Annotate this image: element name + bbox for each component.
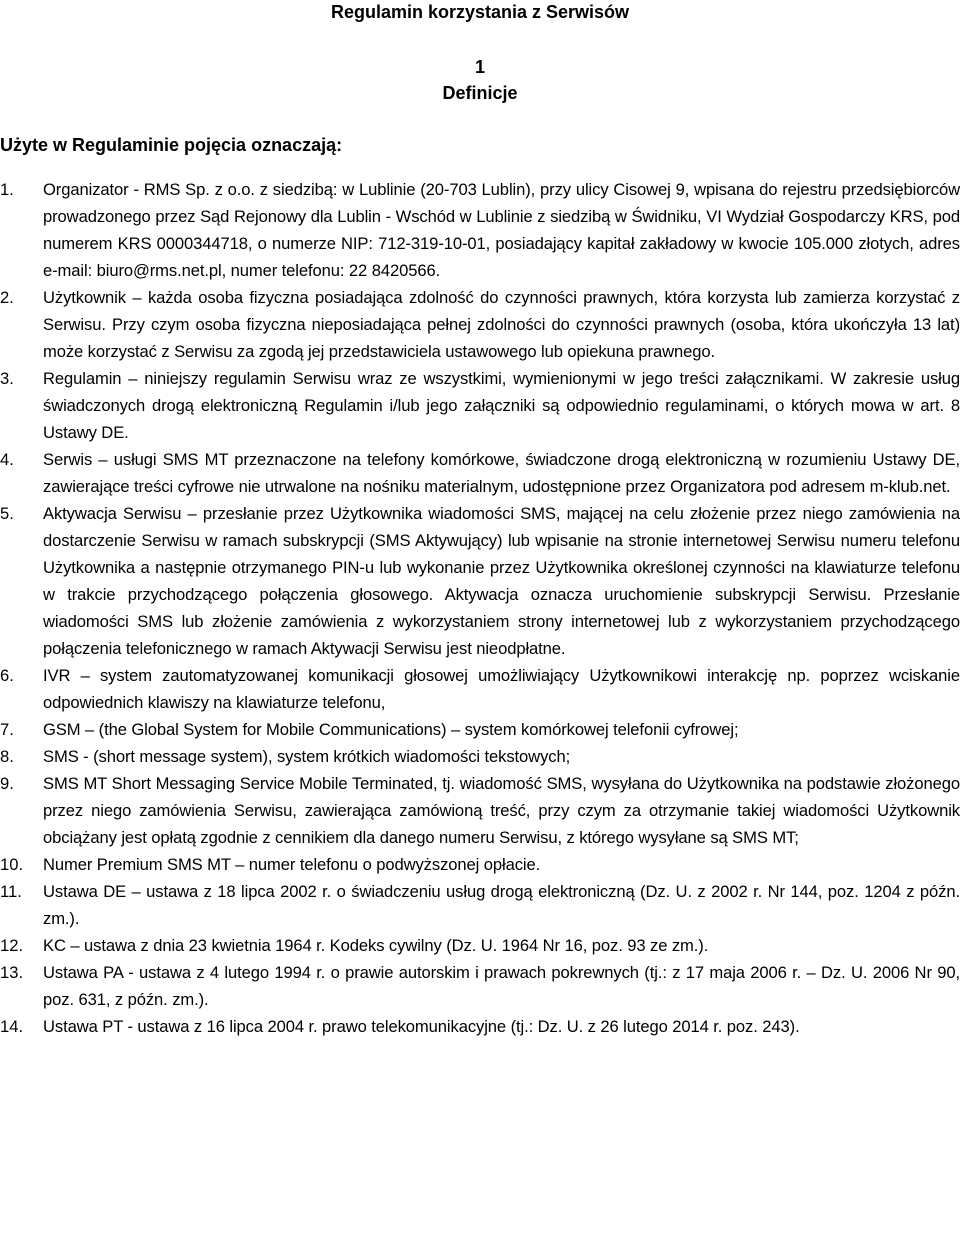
definition-item — [0, 878, 960, 932]
section-number: 1 — [474, 57, 485, 77]
definition-number: 3. — [0, 369, 14, 388]
definition-text: GSM – (the Global System for Mobile Communications) – system komórkowej telefonii cyfrowej; — [43, 720, 739, 739]
definition-item — [0, 284, 960, 365]
definition-number: 2. — [0, 288, 14, 307]
document-title: Regulamin korzystania z Serwisów — [330, 2, 630, 22]
definition-text: Ustawa PT - ustawa z 16 lipca 2004 r. prawo telekomunikacyjne (tj.: Dz. U. z 26 lutego 2014 r. poz. 243). — [43, 1017, 800, 1036]
definition-item — [0, 716, 960, 743]
definition-item — [0, 500, 960, 662]
definition-number: 6. — [0, 666, 14, 685]
definition-number: 10. — [0, 855, 24, 874]
definition-item — [0, 851, 960, 878]
definition-item — [0, 743, 960, 770]
definition-number: 11. — [0, 882, 22, 901]
definition-number: 7. — [0, 720, 14, 739]
definition-item — [0, 446, 960, 500]
definition-number: 1. — [0, 180, 14, 199]
definition-number: 14. — [0, 1017, 24, 1036]
definitions-list — [0, 176, 960, 1040]
definition-text: SMS MT Short Messaging Service Mobile Terminated, tj. wiadomość SMS, wysyłana do Użytkownika na podstawie złożonego przez niego zamówienia Serwisu, zawierająca zamówioną treść, przy czym za otrzymanie takiej wiadomości Użytkownik obciążany jest opłatą zgodnie z cennikiem dla danego numeru Serwisu, z którego wysyłane są SMS MT; — [43, 774, 960, 847]
definition-number: 13. — [0, 963, 24, 982]
definition-item — [0, 770, 960, 851]
definition-text: Ustawa DE – ustawa z 18 lipca 2002 r. o świadczeniu usług drogą elektroniczną (Dz. U. z 2002 r. Nr 144, poz. 1204 z późn. zm.). — [43, 882, 960, 928]
definition-item — [0, 662, 960, 716]
definition-text: KC – ustawa z dnia 23 kwietnia 1964 r. Kodeks cywilny (Dz. U. 1964 Nr 16, poz. 93 ze zm.). — [43, 936, 709, 955]
section-heading: Definicje — [442, 83, 518, 103]
definition-text: SMS - (short message system), system krótkich wiadomości tekstowych; — [43, 747, 571, 766]
definition-text: Ustawa PA - ustawa z 4 lutego 1994 r. o prawie autorskim i prawach pokrewnych (tj.: z 17 maja 2006 r. – Dz. U. 2006 Nr 90, poz. 631, z późn. zm.). — [43, 963, 960, 1009]
definition-item — [0, 932, 960, 959]
definition-number: 9. — [0, 774, 14, 793]
definition-text: Organizator - RMS Sp. z o.o. z siedzibą: w Lublinie (20-703 Lublin), przy ulicy Cisowej 9, wpisana do rejestru przedsiębiorców prowadzonego przez Sąd Rejonowy dla Lublin - Wschód w Lublinie z siedzibą w Świdniku, VI Wydział Gospodarczy KRS, pod numerem KRS 0000344718, o numerze NIP: 712-319-10-01, posiadający kapitał zakładowy w kwocie 105.000 złotych, adres e-mail: biuro@rms.net.pl, numer telefonu: 22 8420566. — [43, 180, 960, 280]
definition-text: Aktywacja Serwisu – przesłanie przez Użytkownika wiadomości SMS, mającej na celu złożenie przez niego zamówienia na dostarczenie Serwisu w ramach subskrypcji (SMS Aktywujący) lub wpisanie na stronie internetowej Serwisu numeru telefonu Użytkownika a następnie otrzymanego PIN-u lub wykonanie przez Użytkownika określonej czynności na klawiaturze telefonu w trakcie przychodzącego połączenia głosowego. Aktywacja oznacza uruchomienie subskrypcji Serwisu. Przesłanie wiadomości SMS lub złożenie zamówienia z wykorzystaniem strony internetowej lub z wykorzystaniem przychodzącego połączenia telefonicznego w ramach Aktywacji Serwisu jest nieodpłatne. — [43, 504, 960, 658]
definition-text: Regulamin – niniejszy regulamin Serwisu wraz ze wszystkimi, wymienionymi w jego treści załącznikami. W zakresie usług świadczonych drogą elektroniczną Regulamin i/lub jego załączniki są odpowiednio regulaminami, o których mowa w art. 8 Ustawy DE. — [43, 369, 960, 442]
definition-text: IVR – system zautomatyzowanej komunikacji głosowej umożliwiający Użytkownikowi interakcję np. poprzez wciskanie odpowiednich klawiszy na klawiaturze telefonu, — [43, 666, 960, 712]
definition-number: 8. — [0, 747, 14, 766]
definition-item — [0, 1013, 960, 1040]
definition-item — [0, 959, 960, 1013]
definition-number: 12. — [0, 936, 24, 955]
definition-number: 4. — [0, 450, 14, 469]
definition-item — [0, 176, 960, 284]
intro-text: Użyte w Regulaminie pojęcia oznaczają: — [0, 135, 343, 155]
definition-number: 5. — [0, 504, 14, 523]
definition-text: Numer Premium SMS MT – numer telefonu o podwyższonej opłacie. — [43, 855, 541, 874]
definition-item — [0, 365, 960, 446]
definition-text: Użytkownik – każda osoba fizyczna posiadająca zdolność do czynności prawnych, która korzysta lub zamierza korzystać z Serwisu. Przy czym osoba fizyczna nieposiadająca pełnej zdolności do czynności prawnych (osoba, która ukończyła 13 lat) może korzystać z Serwisu za zgodą jej przedstawiciela ustawowego lub opiekuna prawnego. — [43, 288, 960, 361]
definition-text: Serwis – usługi SMS MT przeznaczone na telefony komórkowe, świadczone drogą elektroniczną w rozumieniu Ustawy DE, zawierające treści cyfrowe nie utrwalone na nośniku materialnym, udostępnione przez Organizatora pod adresem m-klub.net. — [43, 450, 960, 496]
